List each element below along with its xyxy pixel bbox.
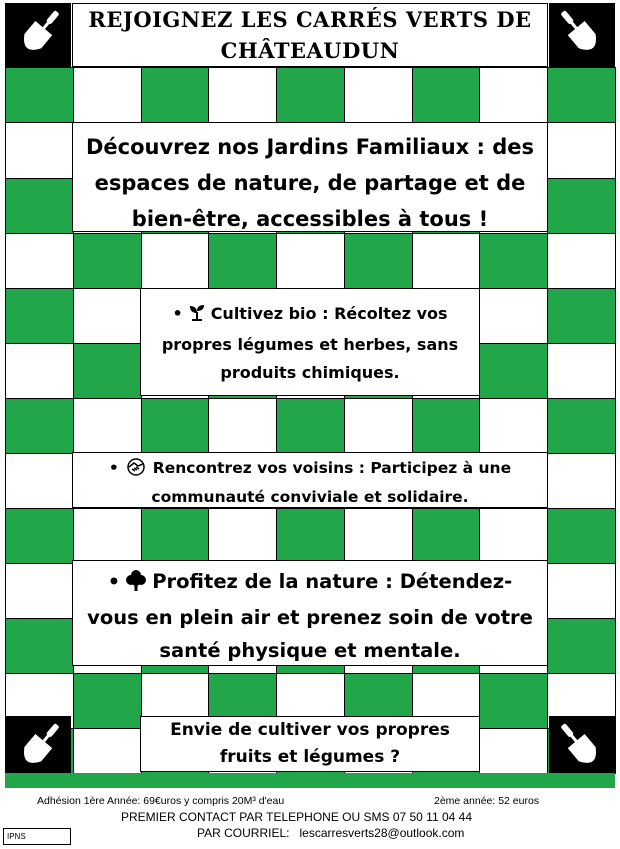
checker-cell: [547, 233, 616, 289]
checker-cell: [276, 67, 345, 123]
checker-cell: [5, 508, 74, 564]
checker-cell: [5, 343, 74, 399]
checker-cell: [276, 233, 345, 289]
checker-cell: [73, 673, 142, 729]
checker-cell: [5, 178, 74, 234]
checker-cell: [479, 728, 548, 774]
checker-cell: [547, 508, 616, 564]
checker-cell: [479, 288, 548, 344]
trowel-icon: [5, 3, 71, 67]
checker-cell: [5, 67, 74, 123]
checker-cell: [141, 398, 210, 454]
bullet: •: [108, 459, 119, 477]
checker-cell: [547, 343, 616, 399]
checker-cell: [73, 288, 142, 344]
email-link[interactable]: lescarresverts28@outlook.com: [299, 826, 465, 840]
tree-icon: [126, 568, 146, 601]
intro-line-1: Découvrez nos Jardins Familiaux : des: [85, 135, 535, 159]
cta-line-1: Envie de cultiver vos propres: [170, 720, 450, 740]
checker-cell: [479, 398, 548, 454]
checker-cell: [344, 233, 413, 289]
nature-panel: [72, 560, 548, 666]
title-banner: [72, 3, 548, 67]
checker-cell: [412, 67, 481, 123]
checker-cell: [479, 233, 548, 289]
checker-cell: [547, 618, 616, 674]
checker-cell: [208, 398, 277, 454]
checker-cell: [547, 453, 616, 509]
contact-phone: PREMIER CONTACT PAR TELEPHONE OU SMS 07 50 11 04 44: [121, 810, 473, 824]
voisins-panel: [72, 452, 548, 508]
checker-cell: [412, 233, 481, 289]
checker-cell: [5, 563, 74, 619]
email-label: PAR COURRIEL:: [197, 826, 290, 840]
checker-cell: [73, 343, 142, 399]
checker-cell: [5, 453, 74, 509]
cta-line-2: fruits et légumes ?: [219, 747, 401, 767]
seedling-icon: [189, 303, 205, 331]
checker-cell: [479, 508, 548, 564]
bio-line-2: propres légumes et herbes, sans: [161, 335, 459, 354]
checker-cell: [208, 233, 277, 289]
checker-cell: [276, 398, 345, 454]
checker-cell: [276, 508, 345, 564]
checker-cell: [73, 398, 142, 454]
checker-cell: [412, 508, 481, 564]
bullet: •: [107, 570, 121, 593]
checker-cell: [73, 728, 142, 774]
checker-cell: [344, 398, 413, 454]
checker-cell: [547, 67, 616, 123]
nature-line-3: santé physique et mentale.: [159, 639, 461, 662]
checker-cell: [412, 398, 481, 454]
footer: [0, 790, 620, 849]
bio-line-1: Cultivez bio : Récoltez vos: [210, 304, 448, 323]
checker-cell: [479, 343, 548, 399]
title-line-1: REJOIGNEZ LES CARRÉS VERTS DE: [88, 7, 532, 32]
checker-cell: [547, 122, 616, 179]
bullet: •: [172, 304, 183, 323]
checker-cell: [5, 288, 74, 344]
bio-line-3: produits chimiques.: [220, 363, 400, 382]
checker-cell: [141, 233, 210, 289]
checker-cell: [5, 398, 74, 454]
checker-cell: [5, 233, 74, 289]
checker-cell: [5, 122, 74, 179]
handshake-icon: [125, 458, 147, 484]
voisins-line-1: Rencontrez vos voisins : Participez à une: [152, 459, 512, 477]
adhesion-second-year: 2ème année: 52 euros: [434, 795, 540, 807]
checker-cell: [547, 563, 616, 619]
cta-panel: [140, 716, 480, 772]
checker-cell: [141, 508, 210, 564]
adhesion-first-year: Adhésion 1ère Année: 69€uros y compris 20M³ d'eau: [37, 795, 285, 807]
checker-cell: [141, 67, 210, 123]
intro-line-2: espaces de nature, de partage et de: [94, 171, 526, 195]
checker-cell: [208, 508, 277, 564]
trowel-icon: [549, 3, 615, 67]
contact-email-row: [197, 826, 464, 840]
checker-cell: [547, 398, 616, 454]
checker-cell: [479, 67, 548, 123]
footer-green-strip: [5, 773, 615, 788]
trowel-icon: [549, 716, 615, 773]
checker-cell: [73, 508, 142, 564]
checker-cell: [344, 67, 413, 123]
intro-line-3: bien-être, accessibles à tous !: [131, 207, 489, 231]
voisins-line-2: communauté conviviale et solidaire.: [151, 488, 469, 506]
checker-cell: [73, 233, 142, 289]
checker-cell: [208, 67, 277, 123]
intro-panel: [72, 122, 548, 232]
nature-line-1: Profitez de la nature : Détendez-: [152, 570, 513, 593]
trowel-icon: [5, 716, 71, 773]
ipns-box: IPNS: [3, 828, 71, 845]
title-line-2: CHÂTEAUDUN: [220, 38, 400, 63]
checker-cell: [73, 67, 142, 123]
checker-cell: [344, 508, 413, 564]
checker-cell: [5, 618, 74, 674]
checker-cell: [547, 288, 616, 344]
bio-panel: [140, 288, 480, 396]
nature-line-2: vous en plein air et prenez soin de votre: [87, 606, 533, 629]
checker-cell: [479, 673, 548, 729]
checker-cell: [547, 178, 616, 234]
